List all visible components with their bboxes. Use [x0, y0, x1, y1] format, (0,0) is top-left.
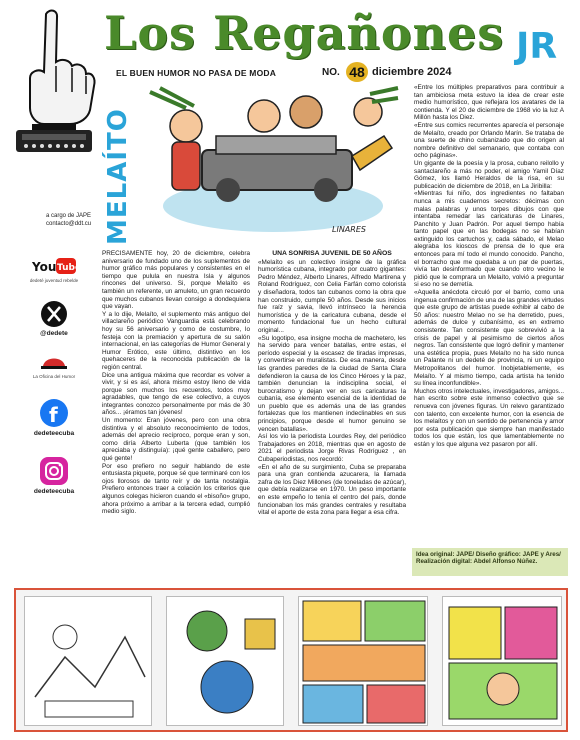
article-paragraph: Dice una antigua máxima que recordar es volver a vivir, y si es así, ahora mismo estoy lleno de vida porque son muchos los recuerdos, todos muy agradables, que tengo de ese colectivo, a cuyos integrantes conozco personalmente por más de 30 años... ¡éramos tan jóvenes!	[102, 371, 250, 417]
section-title: MELAÍTO	[103, 108, 133, 245]
article-paragraph: Un momento: Eran jóvenes, pero con una obra distintiva y el absoluto reconocimiento de todos, además del aprecio recíproco, porque eran y son, como diría Alberto Luberta (que también los apreciaba y distinguía): ¡qué gente caballero, pero qué gente!	[102, 417, 250, 463]
youtube-link[interactable]	[14, 256, 94, 283]
credit-author: a cargo de JAPE	[46, 213, 92, 219]
article-column-3	[414, 84, 564, 566]
oficina-del-humor-icon	[39, 354, 69, 372]
article-paragraph: Un gigante de la poesía y la prosa, cubano reilollo y santaclareño a más no poder, el amigo Yamil Díaz Gómez, los llamó Heraldos de la risa, en su publicación de diciembre de 2018, en La Jiribilla:	[414, 159, 564, 190]
youtube-caption: dedeté juventud rebelde	[29, 278, 79, 283]
production-credits	[412, 548, 568, 576]
credit-email[interactable]: contacto@ddt.cu	[46, 221, 92, 227]
article-paragraph: «Entre sus comics recurrentes aparecía el personaje de Melaíto, creado por Orlando Marín. Se trataba de una suerte de chino cubanizado que dio origen al nombre definitivo del semanario, que contaba con ocho páginas».	[414, 121, 564, 160]
masthead-title: Los Regañones	[104, 6, 505, 60]
logo-text: JR	[516, 26, 558, 67]
melaito-cartoon-illustration	[146, 86, 400, 238]
facebook-icon	[39, 398, 69, 428]
article-paragraph: «Su logotipo, esa insigne mocha de machetero, les ha servido para vencer batallas, entre estas, el período especial y la escasez de tiradas impresas, y convertirse en muralistas. De esa manera, desde las grandes paredes de la ciudad de Santa Clara defendieron la causa de los Cinco Héroes y la paz, también denuncian la indisciplina social, el burocratismo y dejan ver en sus caricaturas la cubanía, ese elemento esencial de la identidad de un pueblo que es además una de las grandes fortalezas que los mantienen indeclinables en sus principios, porque desde el humor genuino se vencen batallas».	[258, 334, 406, 433]
issue-label: NO.	[322, 67, 340, 78]
article-paragraph: «Aquella anécdota circuló por el barrio, como una ingenua confirmación de una de las grandes virtudes que este grupo de artistas puede exhibir al cabo de 50 años: nuestro Melao no se ha derretido, pues, además de dulce y cubanísimo, es en extremo consistente. Tan consistente que sobrevivió a la crisis de papel y al pesimismo de ciertos años negros. Tan consistente que logró definir y mantener una estética propia, pues Melaíto no ha sido nunca un Palante ni un dedeté de provincia, ni un equipo Metropolitanos del humor. Inobjetablemente, es Melaíto. Y al mismo tiempo, cada artista ha tenido su línea inconfundible».	[414, 289, 564, 388]
social-sidebar	[14, 256, 94, 536]
facebook-handle: dedeteecuba	[33, 430, 75, 437]
article-column-1	[102, 250, 250, 576]
article-column-2	[258, 250, 406, 576]
section-title-vertical	[103, 108, 134, 245]
column-credit	[46, 212, 91, 228]
issue-date: diciembre 2024	[372, 66, 452, 78]
instagram-icon	[39, 456, 69, 486]
cartoon-signature: LINARES	[332, 225, 366, 234]
issue-info-row	[116, 64, 506, 84]
cartoon-thumbnail	[24, 596, 152, 726]
credits-line: Idea original: JAPE/ Diseño gráfico: JAPE y Ares/	[416, 551, 561, 558]
x-handle: @dedete	[40, 330, 68, 337]
issue-number-badge: 48	[346, 62, 368, 82]
comic-page-image	[299, 597, 429, 727]
svg-text:f: f	[49, 403, 58, 427]
facebook-link[interactable]	[14, 398, 94, 437]
article-paragraph: Muchos otros intelectuales, investigadores, amigos... han escrito sobre este inmenso colectivo que se renueva con jóvenes figuras. Un relevo garantizado con talento, con excelente humor, con la esencia de los melaítos y con un sentido de pertenencia y amor por esta publicación que siempre han manifestado todos los que están, los que lamentablemente no están y los que alguna vez pasaron por allí.	[414, 387, 564, 448]
cartoon-thumbnail	[298, 596, 428, 726]
cartoon-thumbnail-strip	[14, 588, 568, 732]
instagram-handle: dedeteecuba	[33, 488, 75, 495]
article-paragraph: «Entre los múltiples preparativos para contribuir a tan ambiciosa meta estuvo la idea de crear este medio humorístico, que reflejara los avatares de la contienda. Y el 20 de diciembre de 1968 vio la luz A Millón hasta los Diez.	[414, 84, 564, 122]
oficina-del-humor-link[interactable]	[14, 354, 94, 379]
credits-line: Realización digital: Abdel Alfonso Núñez.	[416, 558, 538, 566]
juventud-rebelde-logo	[514, 22, 566, 66]
article-paragraph: «En el año de su surgimiento, Cuba se preparaba para una gran contienda azucarera, la llamada zafra de los Diez Millones (de toneladas de azúcar), que debía realizarse en 1970. Un peso importante en este empeño lo tenía el centro del país, donde funcionaban los más grandes centrales y resultaba vital el aporte de esta zona para llegar a esa cifra.	[258, 463, 406, 517]
cartoon-thumbnail	[166, 596, 284, 726]
x-icon	[40, 300, 68, 328]
sketch-cartoon-image	[25, 597, 153, 727]
svg-text:You: You	[32, 260, 57, 274]
globe-cartoon-image	[167, 597, 285, 727]
svg-text:Tube: Tube	[57, 263, 82, 273]
article-paragraph: PRECISAMENTE hoy, 20 de diciembre, celebra aniversario de fundado uno de los suplementos de humor gráfico más populares y consistentes en el tiempo que pulula en nuestra Isla y algunos rincones del universo. Si, porque Melaíto es también un referente, un amuleto, un gran recuerdo que muchos cubanos llevan consigo a dondequiera que vayan.	[102, 250, 250, 311]
x-link[interactable]	[14, 300, 94, 337]
colorful-cartoon-image	[443, 597, 563, 727]
article-paragraph: «Melaíto es un colectivo insigne de la gráfica humorística cubana, integrado por cuatro gigantes: Pedro Méndez, Alberto Linares, Alfredo Martirena y Roland Rodríguez, con Celia Farfán como colorista y diseñadora, todos tan cubanos como la obra que han construido, cumple 50 años. Desde sus inicios fue raíz y savia, llevó intrínseco la herencia humorística y de la caricatura cubana, desde el momento fundacional fue un hecho cultural original...	[258, 258, 406, 334]
article-paragraph: «Mientras fui niño, dos ingredientes no faltaban nunca a mis cuadernos secretos: décimas con malas palabras y unos torpes dibujos con que intentaba remedar las caricaturas de Linares, Panchito y Juan Padrón. Por aquel tiempo había tanto papel que en las bodegas no se habían extinguido los cartuchos y, cada sábado, el Melao alegraba los kioscos de prensa de lo que era entonces para mí todo el mundo conocido. Pancho, el borracho que me quedaba a un par de puertas, vivía tan desinformado que cuando otro vecino le pidió que le comprara un Melaíto, volvió a preguntar si eso no se derretía.	[414, 190, 564, 289]
cartoon-thumbnail	[442, 596, 562, 726]
article-paragraph: Por eso prefiero no seguir hablando de este entusiasta piquete, porque sé que terminaré con los ojos llorosos de tanto reír y de tanta nostalgia. Prefiero entonces traer a colación los criterios que algunos colegas hicieron cuando el «bisoño» grupo, ahora próximo a arribar a la tercera edad, cumplió medio siglo.	[102, 462, 250, 516]
tagline: EL BUEN HUMOR NO PASA DE MODA	[116, 68, 277, 78]
article-paragraph: Así los vio la periodista Lourdes Rey, del periódico Trabajadores en 2018, mientras que en agosto de 2021 el periodista Jorge Rivas Rodríguez , en Cubaperiodistas, nos recordó:	[258, 433, 406, 464]
article-subheading: UNA SONRISA JUVENIL DE 50 AÑOS	[272, 250, 392, 257]
instagram-link[interactable]	[14, 456, 94, 495]
pointing-hand-typewriter-illustration	[10, 6, 98, 156]
youtube-icon	[32, 256, 82, 276]
article-paragraph: Y a lo dije, Melaíto, el suplemento más antiguo del villaclareño periódico Vanguardia está celebrando hoy su 56 aniversario y como de costumbre, lo festeja con la premiación y apertura de su salón internacional, en las categorías de Humor General y Humor Erótico, este último, distintivo en los quehaceres de la reconocida publicación de la región central.	[102, 310, 250, 371]
oficina-caption: La Oficina del Humor	[32, 374, 76, 379]
